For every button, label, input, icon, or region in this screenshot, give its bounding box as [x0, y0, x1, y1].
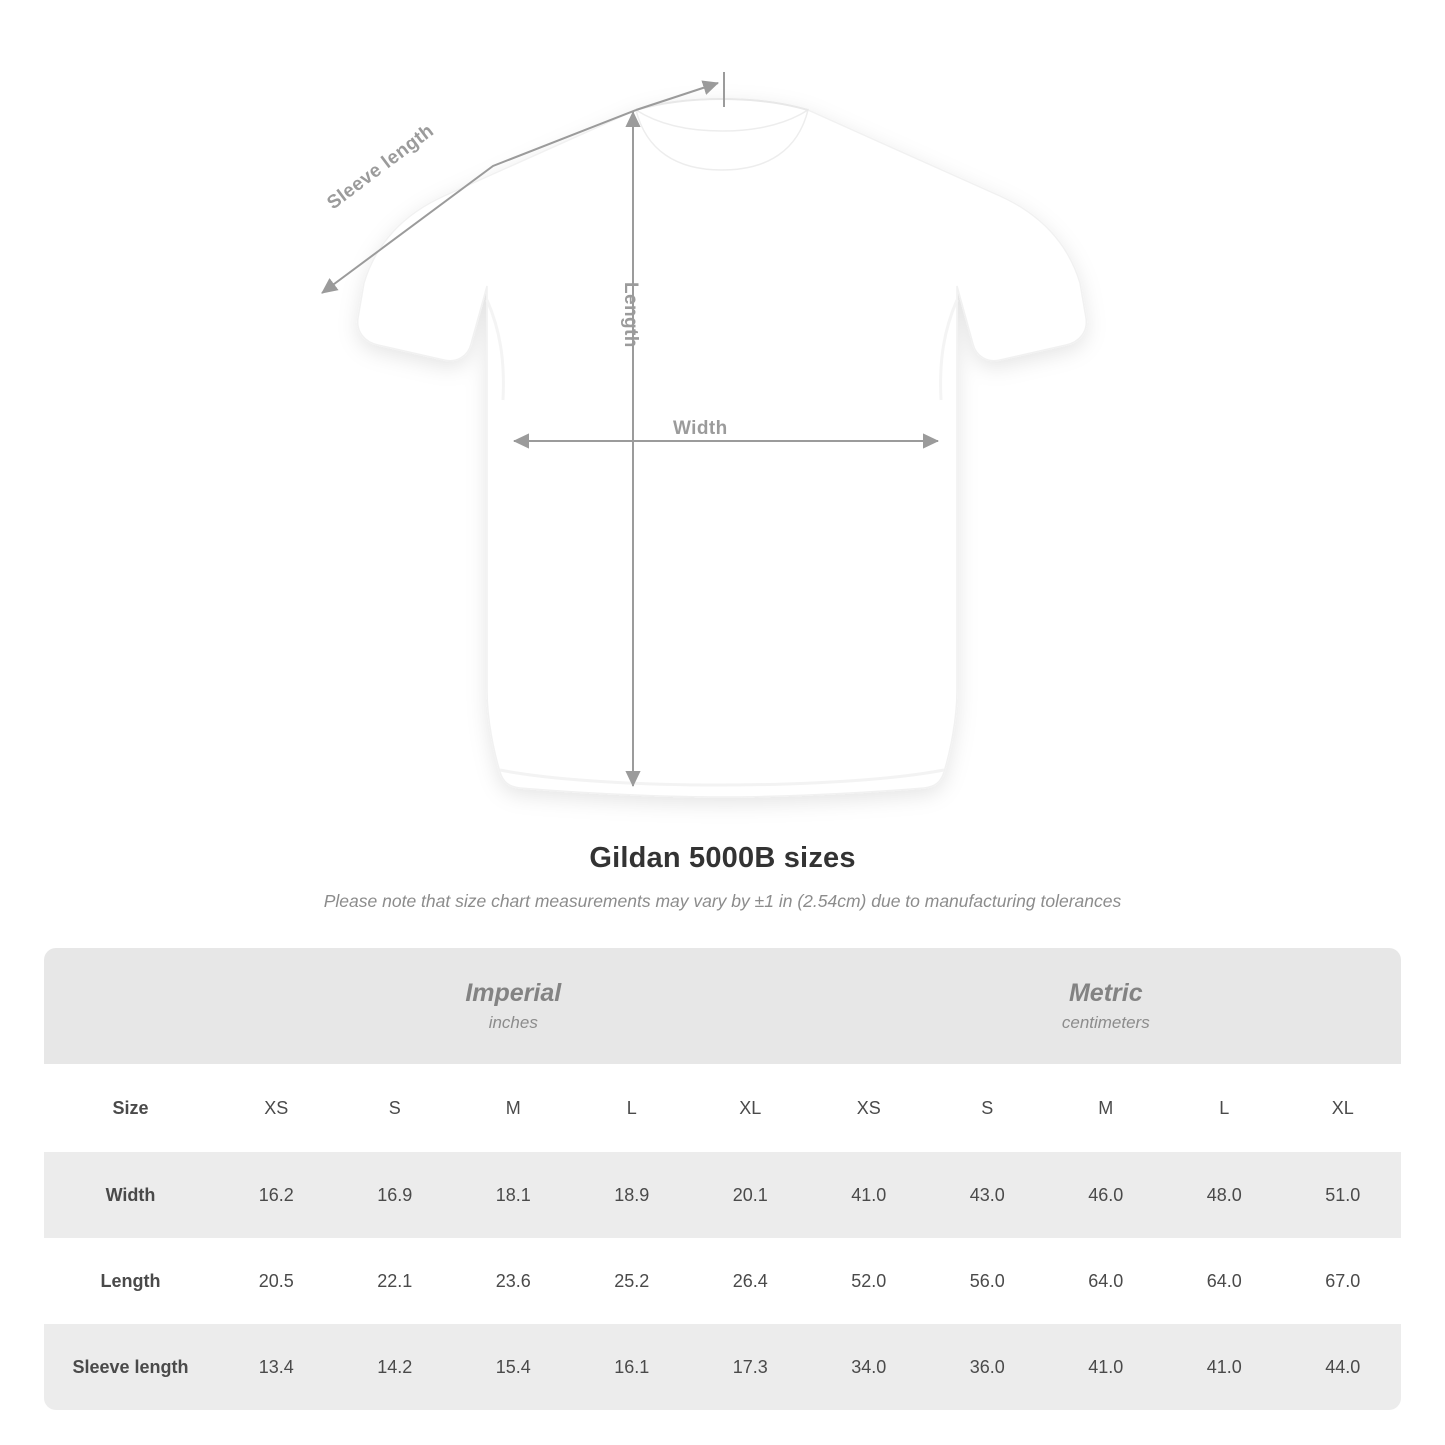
cell-sleeve-metric-s: 36.0 — [928, 1324, 1047, 1410]
cell-width-metric-s: 43.0 — [928, 1152, 1047, 1238]
cell-length-metric-m: 64.0 — [1047, 1238, 1166, 1324]
cell-length-metric-l: 64.0 — [1165, 1238, 1284, 1324]
tolerance-note: Please note that size chart measurements may vary by ±1 in (2.54cm) due to manufacturing tolerances — [323, 891, 1122, 911]
column-header-imperial-xl: XL — [691, 1064, 810, 1152]
cell-length-metric-s: 56.0 — [928, 1238, 1047, 1324]
cell-sleeve-imperial-m: 15.4 — [454, 1324, 573, 1410]
unit-metric-name: Metric — [1068, 978, 1143, 1007]
column-header-size: Size — [44, 1064, 217, 1152]
column-header-imperial-m: M — [454, 1064, 573, 1152]
unit-imperial-name: Imperial — [465, 978, 562, 1007]
cell-sleeve-imperial-xl: 17.3 — [691, 1324, 810, 1410]
column-header-metric-xs: XS — [810, 1064, 929, 1152]
length-label: Length — [620, 282, 641, 348]
cell-sleeve-imperial-s: 14.2 — [336, 1324, 455, 1410]
unit-header-imperial — [217, 948, 810, 1064]
cell-sleeve-metric-xs: 34.0 — [810, 1324, 929, 1410]
cell-length-imperial-l: 25.2 — [573, 1238, 692, 1324]
column-header-imperial-xs: XS — [217, 1064, 336, 1152]
column-header-imperial-l: L — [573, 1064, 692, 1152]
cell-length-imperial-xs: 20.5 — [217, 1238, 336, 1324]
column-header-imperial-s: S — [336, 1064, 455, 1152]
cell-width-metric-m: 46.0 — [1047, 1152, 1166, 1238]
sleeve-length-label: Sleeve length — [323, 120, 439, 214]
cell-length-imperial-m: 23.6 — [454, 1238, 573, 1324]
table-row — [44, 1324, 1401, 1410]
cell-width-imperial-s: 16.9 — [336, 1152, 455, 1238]
cell-length-metric-xl: 67.0 — [1284, 1238, 1401, 1324]
column-header-metric-s: S — [928, 1064, 1047, 1152]
unit-header-metric — [810, 948, 1401, 1064]
cell-sleeve-imperial-l: 16.1 — [573, 1324, 692, 1410]
size-header-row — [44, 1064, 1401, 1152]
page-title: Gildan 5000B sizes — [589, 842, 856, 874]
cell-length-imperial-xl: 26.4 — [691, 1238, 810, 1324]
column-header-metric-m: M — [1047, 1064, 1166, 1152]
unit-header-row — [44, 948, 1401, 1064]
cell-width-imperial-xs: 16.2 — [217, 1152, 336, 1238]
row-label-length: Length — [44, 1238, 217, 1324]
row-label-width: Width — [44, 1152, 217, 1238]
cell-sleeve-imperial-xs: 13.4 — [217, 1324, 336, 1410]
cell-sleeve-metric-xl: 44.0 — [1284, 1324, 1401, 1410]
cell-width-metric-xs: 41.0 — [810, 1152, 929, 1238]
unit-imperial-sub: inches — [488, 1013, 538, 1033]
size-table-wrapper — [44, 948, 1401, 1410]
title-block — [0, 842, 1445, 912]
size-table — [44, 948, 1401, 1410]
cell-length-imperial-s: 22.1 — [336, 1238, 455, 1324]
tshirt-shape — [358, 99, 1087, 797]
cell-width-imperial-l: 18.9 — [573, 1152, 692, 1238]
cell-width-metric-l: 48.0 — [1165, 1152, 1284, 1238]
table-row — [44, 1238, 1401, 1324]
unit-header-spacer — [44, 948, 217, 1064]
cell-sleeve-metric-m: 41.0 — [1047, 1324, 1166, 1410]
table-row — [44, 1152, 1401, 1238]
cell-length-metric-xs: 52.0 — [810, 1238, 929, 1324]
column-header-metric-xl: XL — [1284, 1064, 1401, 1152]
unit-metric-sub: centimeters — [1061, 1013, 1150, 1033]
cell-width-imperial-m: 18.1 — [454, 1152, 573, 1238]
cell-sleeve-metric-l: 41.0 — [1165, 1324, 1284, 1410]
width-label: Width — [673, 418, 728, 439]
cell-width-metric-xl: 51.0 — [1284, 1152, 1401, 1238]
column-header-metric-l: L — [1165, 1064, 1284, 1152]
cell-width-imperial-xl: 20.1 — [691, 1152, 810, 1238]
row-label-sleeve-length: Sleeve length — [44, 1324, 217, 1410]
